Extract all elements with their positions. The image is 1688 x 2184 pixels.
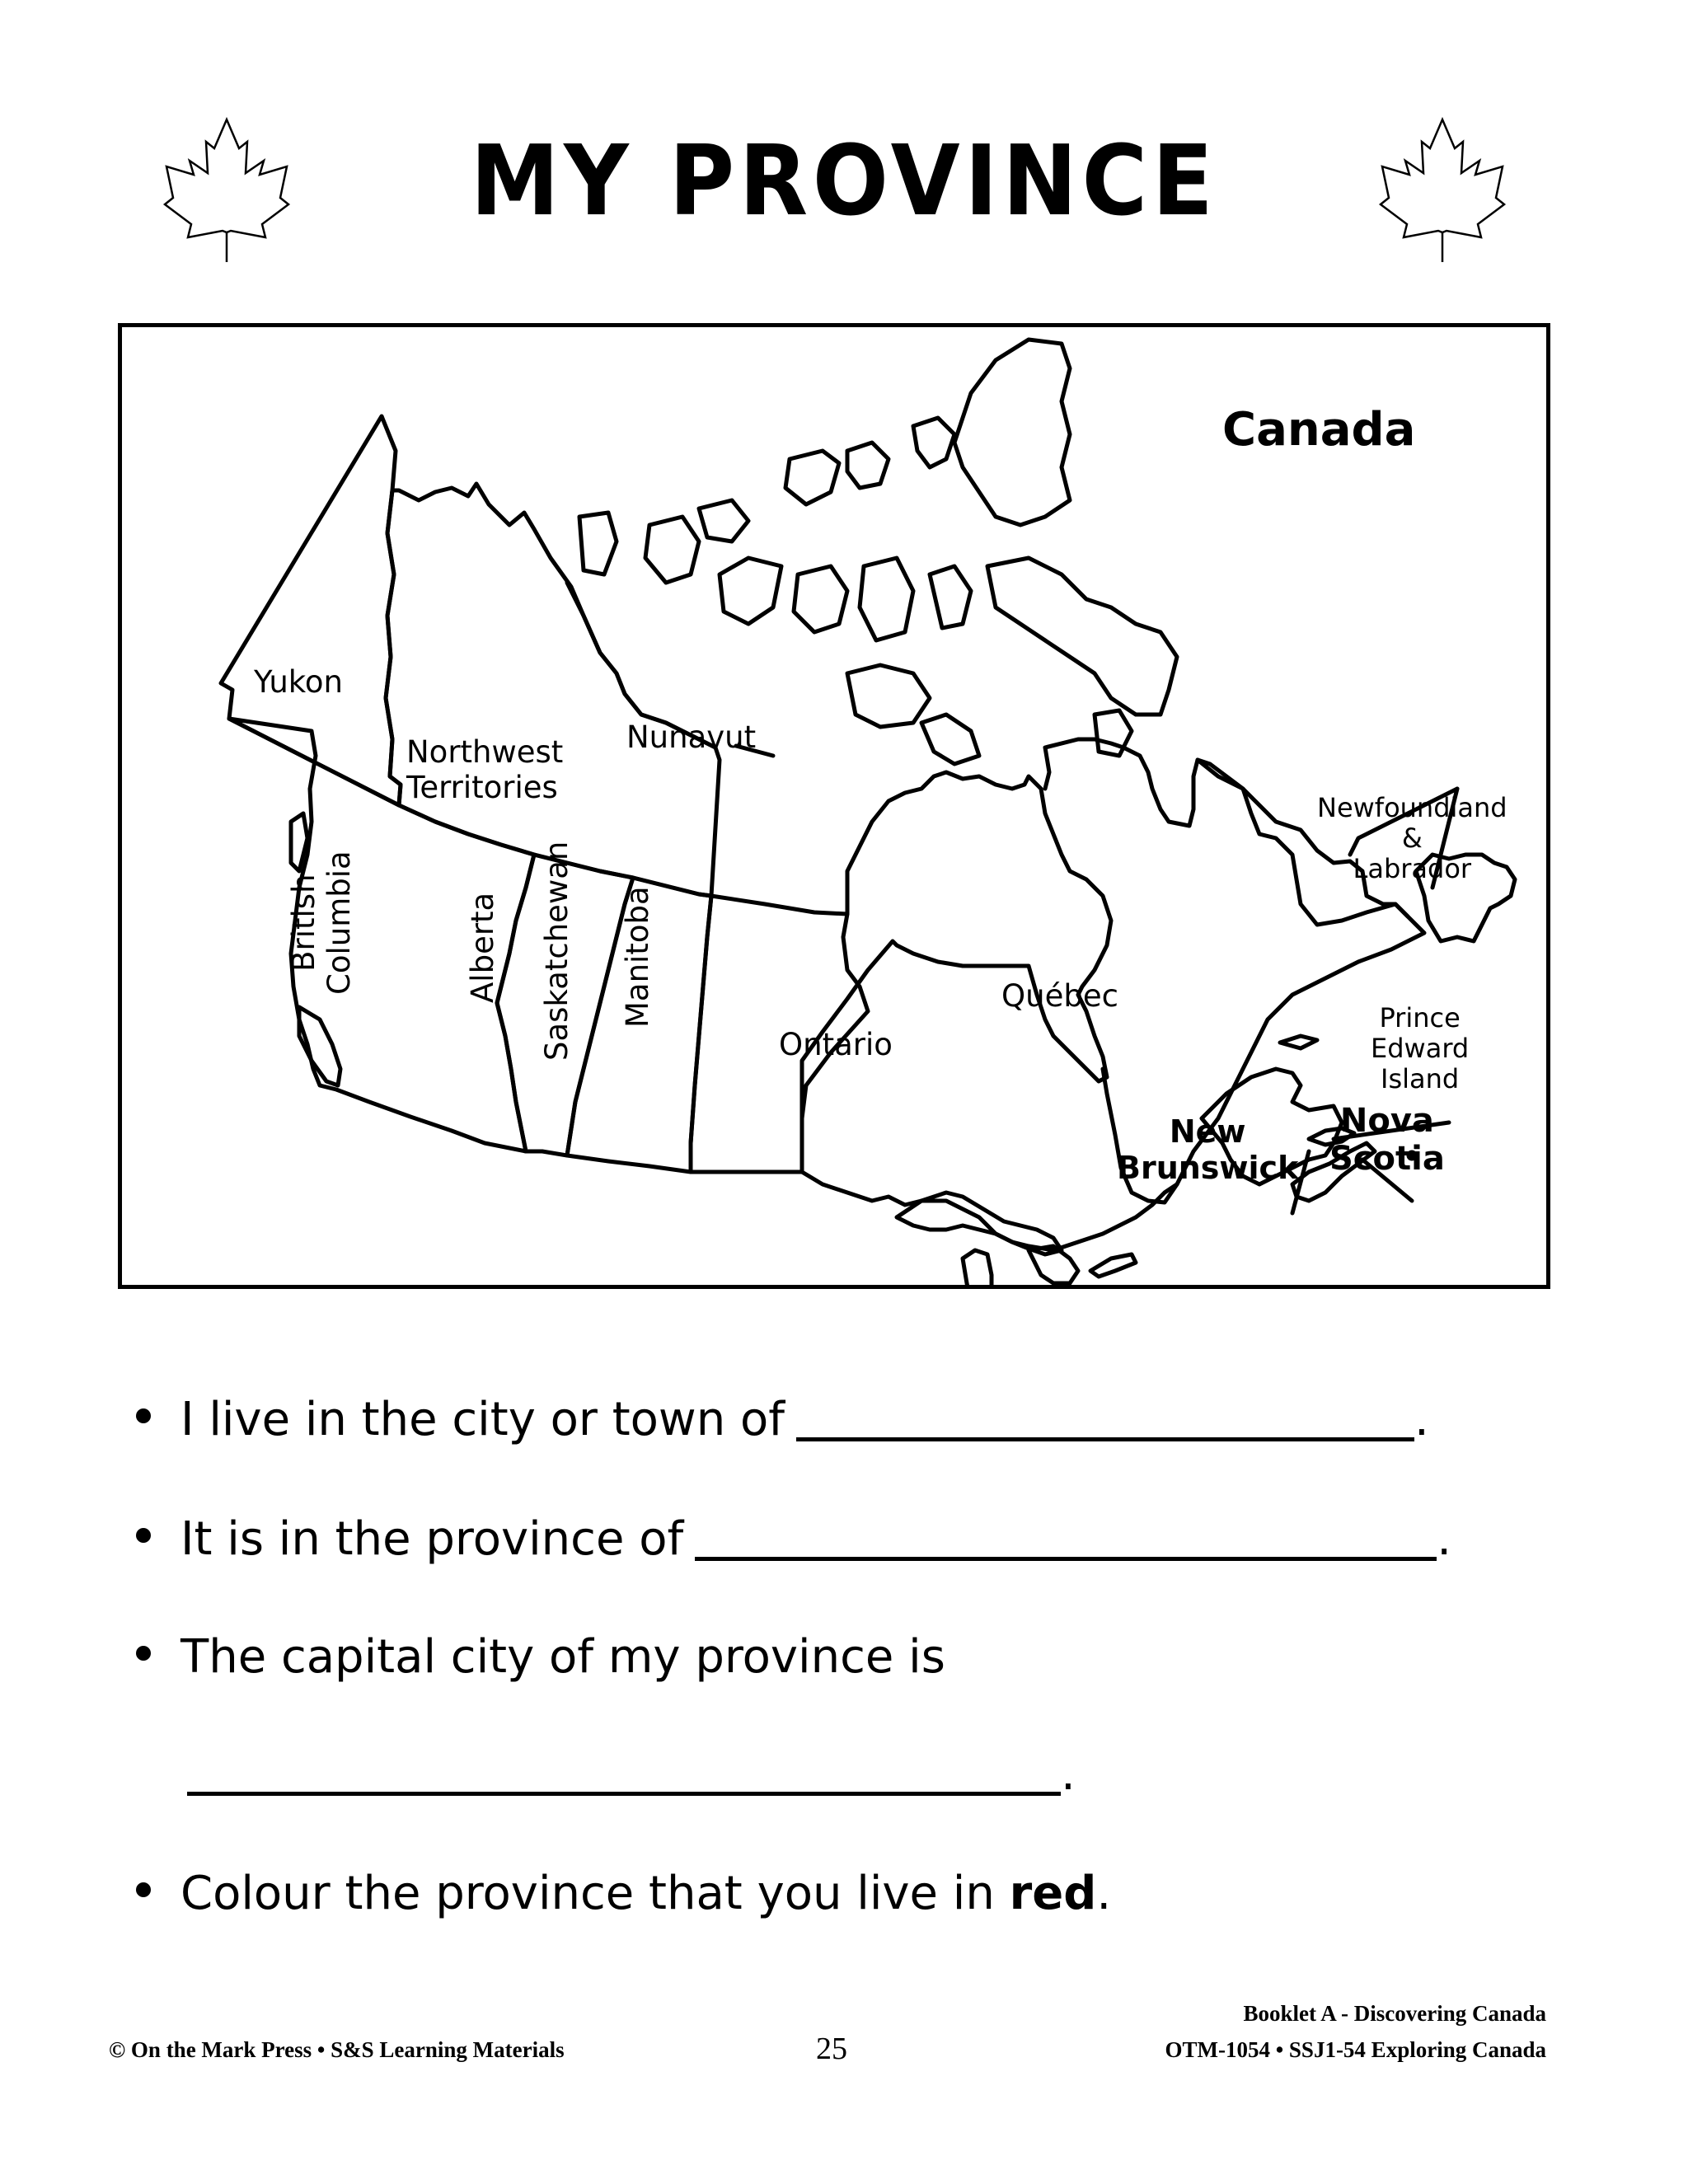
label-prince-edward-island: Prince Edward Island bbox=[1371, 1002, 1470, 1094]
label-british-columbia: British Columbia bbox=[286, 851, 357, 995]
canada-map bbox=[118, 323, 1550, 1289]
footer-series: OTM-1054 • SSJ1-54 Exploring Canada bbox=[1165, 2037, 1546, 2062]
capital-answer-blank[interactable] bbox=[187, 1792, 1061, 1796]
page-title: MY PROVINCE bbox=[470, 124, 1218, 237]
map-title: Canada bbox=[1222, 403, 1416, 457]
bullet-icon bbox=[136, 1408, 151, 1423]
great-lakes bbox=[897, 1193, 1062, 1254]
label-manitoba: Manitoba bbox=[620, 886, 655, 1028]
province-answer-blank[interactable] bbox=[695, 1557, 1437, 1561]
label-quebec: Québec bbox=[1001, 978, 1118, 1014]
region-northwest-territories bbox=[386, 484, 720, 896]
label-saskatchewan: Saskatchewan bbox=[539, 841, 574, 1061]
region-yukon bbox=[221, 416, 401, 805]
footer-copyright: © On the Mark Press • S&S Learning Materials bbox=[109, 2037, 565, 2062]
emphasis-red: red bbox=[1009, 1867, 1097, 1920]
label-alberta: Alberta bbox=[465, 892, 500, 1003]
bullet-icon bbox=[136, 1528, 151, 1543]
question-capital: The capital city of my province is bbox=[136, 1630, 945, 1684]
question-colour: Colour the province that you live in red . bbox=[136, 1867, 1111, 1920]
label-newfoundland-labrador: Newfoundland & Labrador bbox=[1317, 792, 1507, 884]
city-answer-blank[interactable] bbox=[796, 1437, 1414, 1441]
label-nunavut: Nunavut bbox=[626, 719, 757, 755]
footer-booklet: Booklet A - Discovering Canada bbox=[1243, 2001, 1546, 2026]
question-city: I live in the city or town of . bbox=[136, 1393, 1429, 1446]
bullet-icon bbox=[136, 1646, 151, 1661]
label-new-brunswick: New Brunswick bbox=[1117, 1113, 1299, 1186]
arctic-islands bbox=[954, 340, 1070, 525]
label-yukon: Yukon bbox=[254, 664, 344, 700]
label-ontario: Ontario bbox=[779, 1027, 893, 1062]
capital-answer-line: . bbox=[187, 1747, 1076, 1801]
page-number: 25 bbox=[816, 2032, 847, 2066]
label-nova-scotia: Nova Scotia bbox=[1329, 1102, 1445, 1178]
label-northwest-territories: Northwest Territories bbox=[406, 734, 564, 805]
page-header bbox=[0, 107, 1688, 272]
question-province: It is in the province of . bbox=[136, 1512, 1451, 1566]
bullet-icon bbox=[136, 1882, 151, 1897]
maple-leaf-icon bbox=[1372, 115, 1512, 264]
